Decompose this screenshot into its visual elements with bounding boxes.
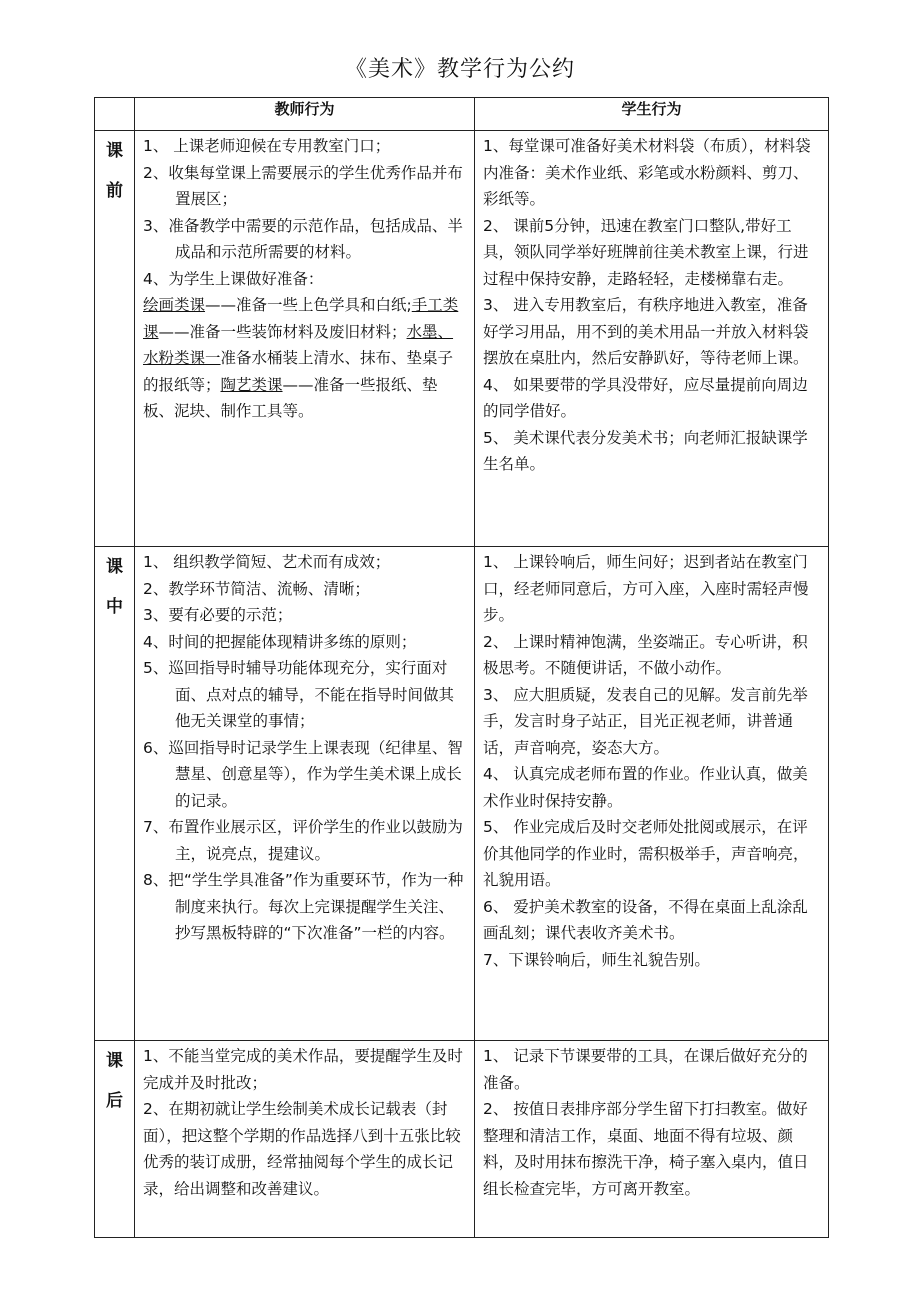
table-header-row [95,98,829,131]
list-item: 2、收集每堂课上需要展示的学生优秀作品并布置展区； [143,163,463,208]
list-item: 1、每堂课可准备好美术材料袋（布质），材料袋内准备：美术作业纸、彩笔或水粉颜料、剪刀、彩纸等。 [483,137,811,208]
list-item: 1、 上课铃响后，师生问好；迟到者站在教室门口，经老师同意后，方可入座，入座时需轻声慢步。 [483,553,809,624]
phase-label: 课前 [106,141,123,201]
list-item: 4、 如果要带的学具没带好，应尽量提前向周边的同学借好。 [483,375,808,420]
phase-before-class [95,131,135,547]
list-item: 2、 按值日表排序部分学生留下打扫教室。做好整理和清洁工作，桌面、地面不得有垃圾、颜料，及时用抹布擦洗干净，椅子塞入桌内，值日组长检查完毕，方可离开教室。 [483,1100,809,1198]
teacher-cell-before [135,131,475,547]
painting-class-text: ——准备一些上色学具和白纸; [205,296,412,314]
conduct-table [94,97,829,1238]
teacher-cell-during [135,547,475,1041]
list-item: 2、教学环节简洁、流畅、清晰； [143,579,370,598]
list-item: 4、为学生上课做好准备： [143,269,324,288]
list-item: 6、巡回指导时记录学生上课表现（纪律星、智慧星、创意星等），作为学生美术课上成长的记录。 [143,738,463,810]
list-item: 7、下课铃响后，师生礼貌告别。 [483,950,710,969]
prep-detail [143,292,466,425]
table-row [95,547,829,1041]
student-cell-during [475,547,829,1041]
list-item: 3、 应大胆质疑，发表自己的见解。发言前先举手，发言时身子站正，目光正视老师，讲普通话，声音响亮，姿态大方。 [483,685,808,757]
list-item: 6、 爱护美术教室的设备，不得在桌面上乱涂乱画乱刻；课代表收齐美术书。 [483,897,808,942]
header-student: 学生行为 [475,98,829,131]
craft-class-label: 手工类课 [143,296,459,341]
list-item: 4、 认真完成老师布置的作业。作业认真，做美术作业时保持安静。 [483,765,808,810]
phase-label: 课中 [106,557,123,617]
header-corner [95,98,135,131]
list-item: 3、要有必要的示范； [143,606,293,624]
pottery-class-text: ——准备一些报纸、垫板、泥块、制作工具等。 [143,375,438,420]
list-item: 5、 作业完成后及时交老师处批阅或展示，在评价其他同学的作业时，需积极举手，声音响亮，礼貌用语。 [483,818,809,889]
list-item: 7、布置作业展示区，评价学生的作业以鼓励为主，说亮点，提建议。 [143,818,463,863]
pottery-class-label: 陶艺类课 [220,375,283,394]
list-item: 4、时间的把握能体现精讲多练的原则； [143,632,417,651]
table-row [95,131,829,547]
list-item: 5、巡回指导时辅导功能体现充分，实行面对面、点对点的辅导，不能在指导时间做其他无关课堂的事情； [143,659,455,730]
list-item: 3、 进入专用教室后，有秩序地进入教室，准备好学习用品，用不到的美术用品一并放入材料袋摆放在桌肚内，然后安静趴好，等待老师上课。 [483,296,809,367]
list-item: 3、准备教学中需要的示范作品，包括成品、半成品和示范所需要的材料。 [143,216,463,261]
craft-class-text: ——准备一些装饰材料及废旧材料； [158,322,407,341]
student-cell-after [475,1041,829,1238]
phase-label: 课后 [106,1051,123,1111]
list-item: 1、不能当堂完成的美术作品，要提醒学生及时完成并及时批改； [143,1047,463,1092]
phase-after-class [95,1041,135,1238]
phase-during-class [95,547,135,1041]
list-item: 1、 记录下节课要带的工具，在课后做好充分的准备。 [483,1047,808,1092]
list-item: 5、 美术课代表分发美术书；向老师汇报缺课学生名单。 [483,428,808,473]
list-item: 8、把“学生学具准备”作为重要环节，作为一种制度来执行。每次上完课提醒学生关注、抄写黑板特辟的“下次准备”一栏的内容。 [143,871,464,942]
teacher-cell-after [135,1041,475,1238]
painting-class-label: 绘画类课 [143,296,206,314]
student-cell-before [475,131,829,547]
list-item: 2、在期初就让学生绘制美术成长记载表（封面），把这整个学期的作品选择八到十五张比较优秀的装订成册，经常抽阅每个学生的成长记录，给出调整和改善建议。 [143,1100,461,1198]
list-item: 1、 上课老师迎候在专用教室门口； [143,137,391,155]
list-item: 1、 组织教学简短、艺术而有成效； [143,553,391,571]
page-title: 《美术》教学行为公约 [344,57,575,82]
list-item: 2、 课前5分钟，迅速在教室门口整队,带好工具，领队同学举好班牌前往美术教室上课，行进过程中保持安静，走路轻轻，走楼梯靠右走。 [483,216,809,288]
list-item: 2、 上课时精神饱满，坐姿端正。专心听讲，积极思考。不随便讲话，不做小动作。 [483,632,808,677]
table-row [95,1041,829,1238]
ink-class-text: 准备水桶装上清水、抹布、垫桌子的报纸等； [143,349,454,394]
header-teacher: 教师行为 [135,98,475,131]
ink-class-label: 水墨、水粉类课一 [143,322,454,367]
